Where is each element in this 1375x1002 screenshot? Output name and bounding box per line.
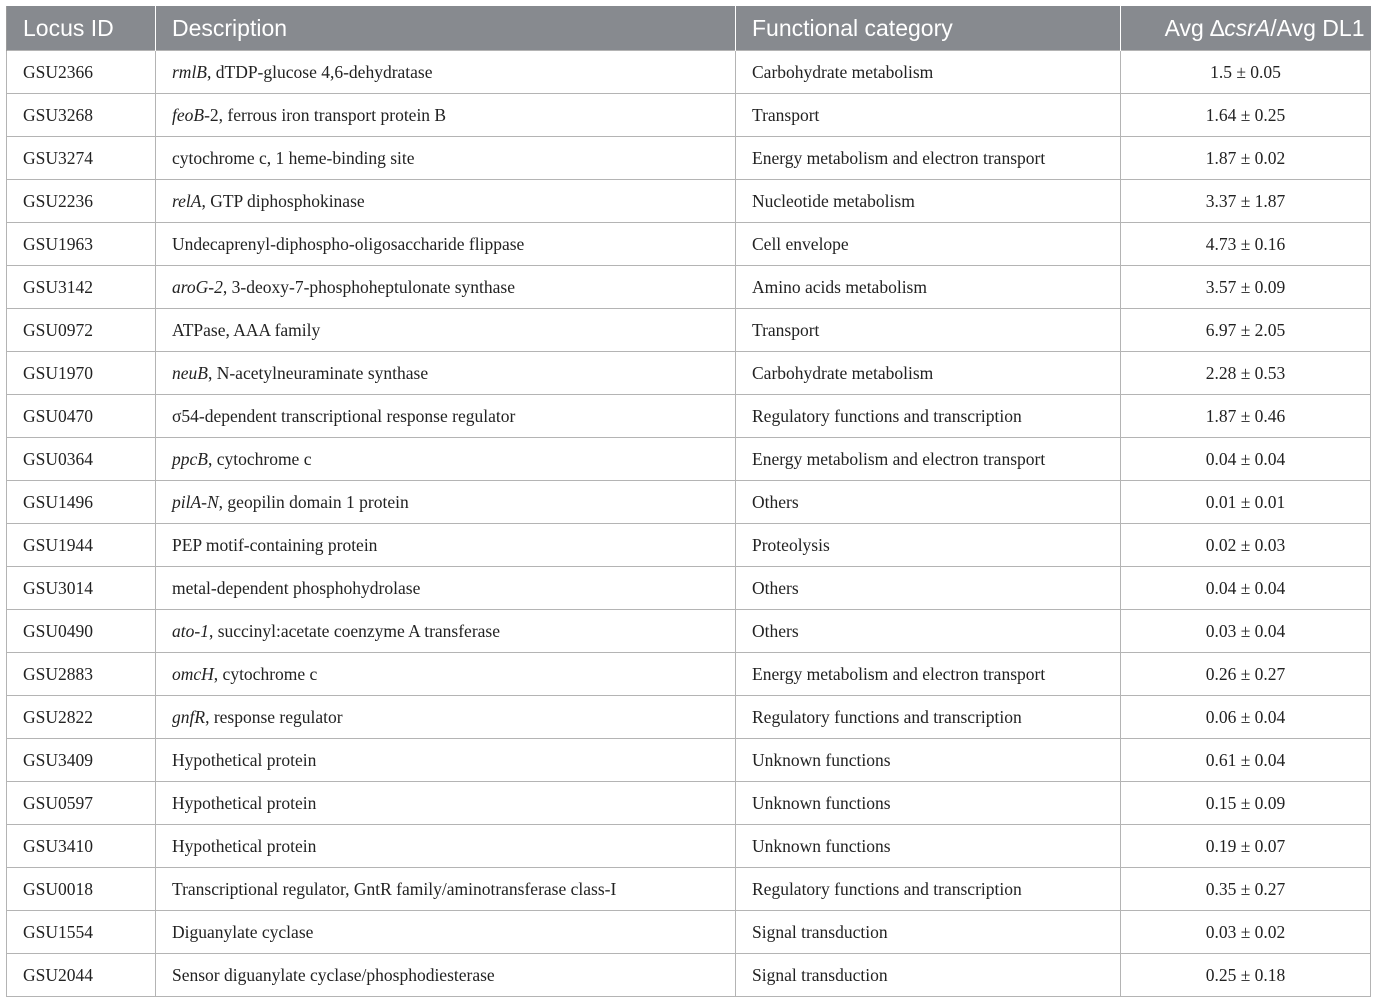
- cell-ratio: 1.87 ± 0.46: [1121, 395, 1371, 438]
- table-row: [7, 438, 1371, 481]
- description-text: metal-dependent phosphohydrolase: [172, 577, 421, 598]
- gene-table: [6, 6, 1371, 997]
- cell-description: [156, 94, 736, 137]
- description-text: σ54-dependent transcriptional response regulator: [172, 405, 516, 426]
- table-row: [7, 782, 1371, 825]
- description-text: , dTDP-glucose 4,6-dehydratase: [207, 61, 433, 82]
- cell-functional-category: Signal transduction: [736, 954, 1121, 997]
- cell-functional-category: Amino acids metabolism: [736, 266, 1121, 309]
- cell-locus-id: GSU1496: [7, 481, 156, 524]
- gene-name: ppcB: [172, 448, 208, 469]
- cell-functional-category: Energy metabolism and electron transport: [736, 137, 1121, 180]
- description-text: cytochrome c, 1 heme-binding site: [172, 147, 415, 168]
- gene-name: aroG-2: [172, 276, 223, 297]
- cell-functional-category: Others: [736, 481, 1121, 524]
- table-row: [7, 825, 1371, 868]
- table-header: [7, 6, 1371, 51]
- cell-functional-category: Unknown functions: [736, 782, 1121, 825]
- cell-ratio: 1.64 ± 0.25: [1121, 94, 1371, 137]
- description-text: , response regulator: [205, 706, 343, 727]
- cell-locus-id: GSU0490: [7, 610, 156, 653]
- table-row: [7, 94, 1371, 137]
- description-text: Undecaprenyl-diphospho-oligosaccharide flippase: [172, 233, 525, 254]
- cell-functional-category: Energy metabolism and electron transport: [736, 438, 1121, 481]
- description-text: Hypothetical protein: [172, 835, 317, 856]
- table-row: [7, 137, 1371, 180]
- description-text: -2, ferrous iron transport protein B: [204, 104, 447, 125]
- cell-description: [156, 954, 736, 997]
- cell-ratio: 0.35 ± 0.27: [1121, 868, 1371, 911]
- cell-description: [156, 524, 736, 567]
- cell-ratio: 6.97 ± 2.05: [1121, 309, 1371, 352]
- description-text: ATPase, AAA family: [172, 319, 321, 340]
- cell-description: [156, 696, 736, 739]
- description-text: , N-acetylneuraminate synthase: [207, 362, 429, 383]
- header-ratio-suffix: /Avg DL1: [1270, 14, 1365, 41]
- cell-ratio: 1.5 ± 0.05: [1121, 51, 1371, 94]
- cell-description: [156, 51, 736, 94]
- cell-ratio: 0.03 ± 0.04: [1121, 610, 1371, 653]
- gene-name: pilA-N: [172, 491, 219, 512]
- cell-description: [156, 395, 736, 438]
- table-row: [7, 739, 1371, 782]
- cell-locus-id: GSU2883: [7, 653, 156, 696]
- table-row: [7, 911, 1371, 954]
- cell-locus-id: GSU2366: [7, 51, 156, 94]
- table-row: [7, 352, 1371, 395]
- cell-description: [156, 739, 736, 782]
- cell-locus-id: GSU3268: [7, 94, 156, 137]
- cell-ratio: 4.73 ± 0.16: [1121, 223, 1371, 266]
- cell-locus-id: GSU3142: [7, 266, 156, 309]
- table-row: [7, 180, 1371, 223]
- cell-ratio: 0.04 ± 0.04: [1121, 438, 1371, 481]
- gene-name: gnfR: [172, 706, 206, 727]
- table-row: [7, 868, 1371, 911]
- table-body: [7, 51, 1371, 997]
- cell-description: [156, 438, 736, 481]
- cell-ratio: 3.57 ± 0.09: [1121, 266, 1371, 309]
- cell-functional-category: Transport: [736, 309, 1121, 352]
- description-text: Sensor diguanylate cyclase/phosphodiesterase: [172, 964, 495, 985]
- cell-description: [156, 481, 736, 524]
- cell-locus-id: GSU0364: [7, 438, 156, 481]
- header-description: Description: [156, 6, 736, 51]
- cell-locus-id: GSU0018: [7, 868, 156, 911]
- cell-description: [156, 567, 736, 610]
- cell-functional-category: Cell envelope: [736, 223, 1121, 266]
- header-ratio-gene: csrA: [1224, 14, 1271, 41]
- description-text: , 3-deoxy-7-phosphoheptulonate synthase: [222, 276, 515, 297]
- table-row: [7, 51, 1371, 94]
- cell-functional-category: Proteolysis: [736, 524, 1121, 567]
- cell-description: [156, 137, 736, 180]
- cell-description: [156, 223, 736, 266]
- header-row: [7, 6, 1371, 51]
- cell-ratio: 0.06 ± 0.04: [1121, 696, 1371, 739]
- table-row: [7, 653, 1371, 696]
- cell-functional-category: Unknown functions: [736, 825, 1121, 868]
- table-row: [7, 309, 1371, 352]
- table-row: [7, 223, 1371, 266]
- header-ratio: [1121, 6, 1371, 51]
- cell-ratio: 1.87 ± 0.02: [1121, 137, 1371, 180]
- cell-ratio: 0.01 ± 0.01: [1121, 481, 1371, 524]
- cell-locus-id: GSU3274: [7, 137, 156, 180]
- cell-locus-id: GSU0597: [7, 782, 156, 825]
- cell-functional-category: Regulatory functions and transcription: [736, 868, 1121, 911]
- cell-description: [156, 180, 736, 223]
- cell-ratio: 0.03 ± 0.02: [1121, 911, 1371, 954]
- cell-ratio: 2.28 ± 0.53: [1121, 352, 1371, 395]
- gene-name: feoB: [172, 104, 205, 125]
- cell-locus-id: GSU0972: [7, 309, 156, 352]
- table-row: [7, 610, 1371, 653]
- cell-ratio: 0.61 ± 0.04: [1121, 739, 1371, 782]
- cell-description: [156, 782, 736, 825]
- cell-locus-id: GSU3410: [7, 825, 156, 868]
- cell-locus-id: GSU3014: [7, 567, 156, 610]
- cell-functional-category: Others: [736, 567, 1121, 610]
- cell-locus-id: GSU1944: [7, 524, 156, 567]
- table-row: [7, 481, 1371, 524]
- description-text: , cytochrome c: [207, 448, 312, 469]
- cell-description: [156, 610, 736, 653]
- cell-functional-category: Signal transduction: [736, 911, 1121, 954]
- description-text: PEP motif-containing protein: [172, 534, 378, 555]
- header-functional-category: Functional category: [736, 6, 1121, 51]
- description-text: , cytochrome c: [213, 663, 318, 684]
- description-text: , GTP diphosphokinase: [201, 190, 365, 211]
- table-row: [7, 266, 1371, 309]
- description-text: Transcriptional regulator, GntR family/aminotransferase class-I: [172, 878, 617, 899]
- cell-description: [156, 309, 736, 352]
- cell-ratio: 0.19 ± 0.07: [1121, 825, 1371, 868]
- cell-locus-id: GSU2822: [7, 696, 156, 739]
- cell-description: [156, 653, 736, 696]
- cell-locus-id: GSU1963: [7, 223, 156, 266]
- cell-description: [156, 825, 736, 868]
- cell-locus-id: GSU2044: [7, 954, 156, 997]
- cell-functional-category: Others: [736, 610, 1121, 653]
- table-row: [7, 954, 1371, 997]
- table-row: [7, 696, 1371, 739]
- cell-locus-id: GSU2236: [7, 180, 156, 223]
- cell-ratio: 3.37 ± 1.87: [1121, 180, 1371, 223]
- cell-locus-id: GSU1554: [7, 911, 156, 954]
- table-row: [7, 395, 1371, 438]
- cell-description: [156, 868, 736, 911]
- cell-locus-id: GSU1970: [7, 352, 156, 395]
- description-text: , geopilin domain 1 protein: [218, 491, 409, 512]
- cell-ratio: 0.15 ± 0.09: [1121, 782, 1371, 825]
- cell-functional-category: Transport: [736, 94, 1121, 137]
- gene-name: rmlB: [172, 61, 207, 82]
- cell-locus-id: GSU0470: [7, 395, 156, 438]
- cell-locus-id: GSU3409: [7, 739, 156, 782]
- cell-functional-category: Nucleotide metabolism: [736, 180, 1121, 223]
- gene-name: ato-1: [172, 620, 209, 641]
- cell-functional-category: Carbohydrate metabolism: [736, 51, 1121, 94]
- cell-functional-category: Energy metabolism and electron transport: [736, 653, 1121, 696]
- cell-ratio: 0.02 ± 0.03: [1121, 524, 1371, 567]
- description-text: Hypothetical protein: [172, 749, 317, 770]
- table-row: [7, 524, 1371, 567]
- table-row: [7, 567, 1371, 610]
- cell-functional-category: Unknown functions: [736, 739, 1121, 782]
- header-ratio-prefix: Avg ∆: [1164, 14, 1225, 41]
- cell-ratio: 0.04 ± 0.04: [1121, 567, 1371, 610]
- cell-description: [156, 352, 736, 395]
- cell-functional-category: Regulatory functions and transcription: [736, 696, 1121, 739]
- cell-functional-category: Regulatory functions and transcription: [736, 395, 1121, 438]
- cell-functional-category: Carbohydrate metabolism: [736, 352, 1121, 395]
- cell-description: [156, 266, 736, 309]
- gene-name: omcH: [172, 663, 214, 684]
- description-text: Hypothetical protein: [172, 792, 317, 813]
- description-text: Diguanylate cyclase: [172, 921, 314, 942]
- gene-name: relA: [172, 190, 202, 211]
- header-locus-id: Locus ID: [7, 6, 156, 51]
- cell-ratio: 0.25 ± 0.18: [1121, 954, 1371, 997]
- cell-ratio: 0.26 ± 0.27: [1121, 653, 1371, 696]
- cell-description: [156, 911, 736, 954]
- description-text: , succinyl:acetate coenzyme A transferase: [208, 620, 500, 641]
- gene-name: neuB: [172, 362, 208, 383]
